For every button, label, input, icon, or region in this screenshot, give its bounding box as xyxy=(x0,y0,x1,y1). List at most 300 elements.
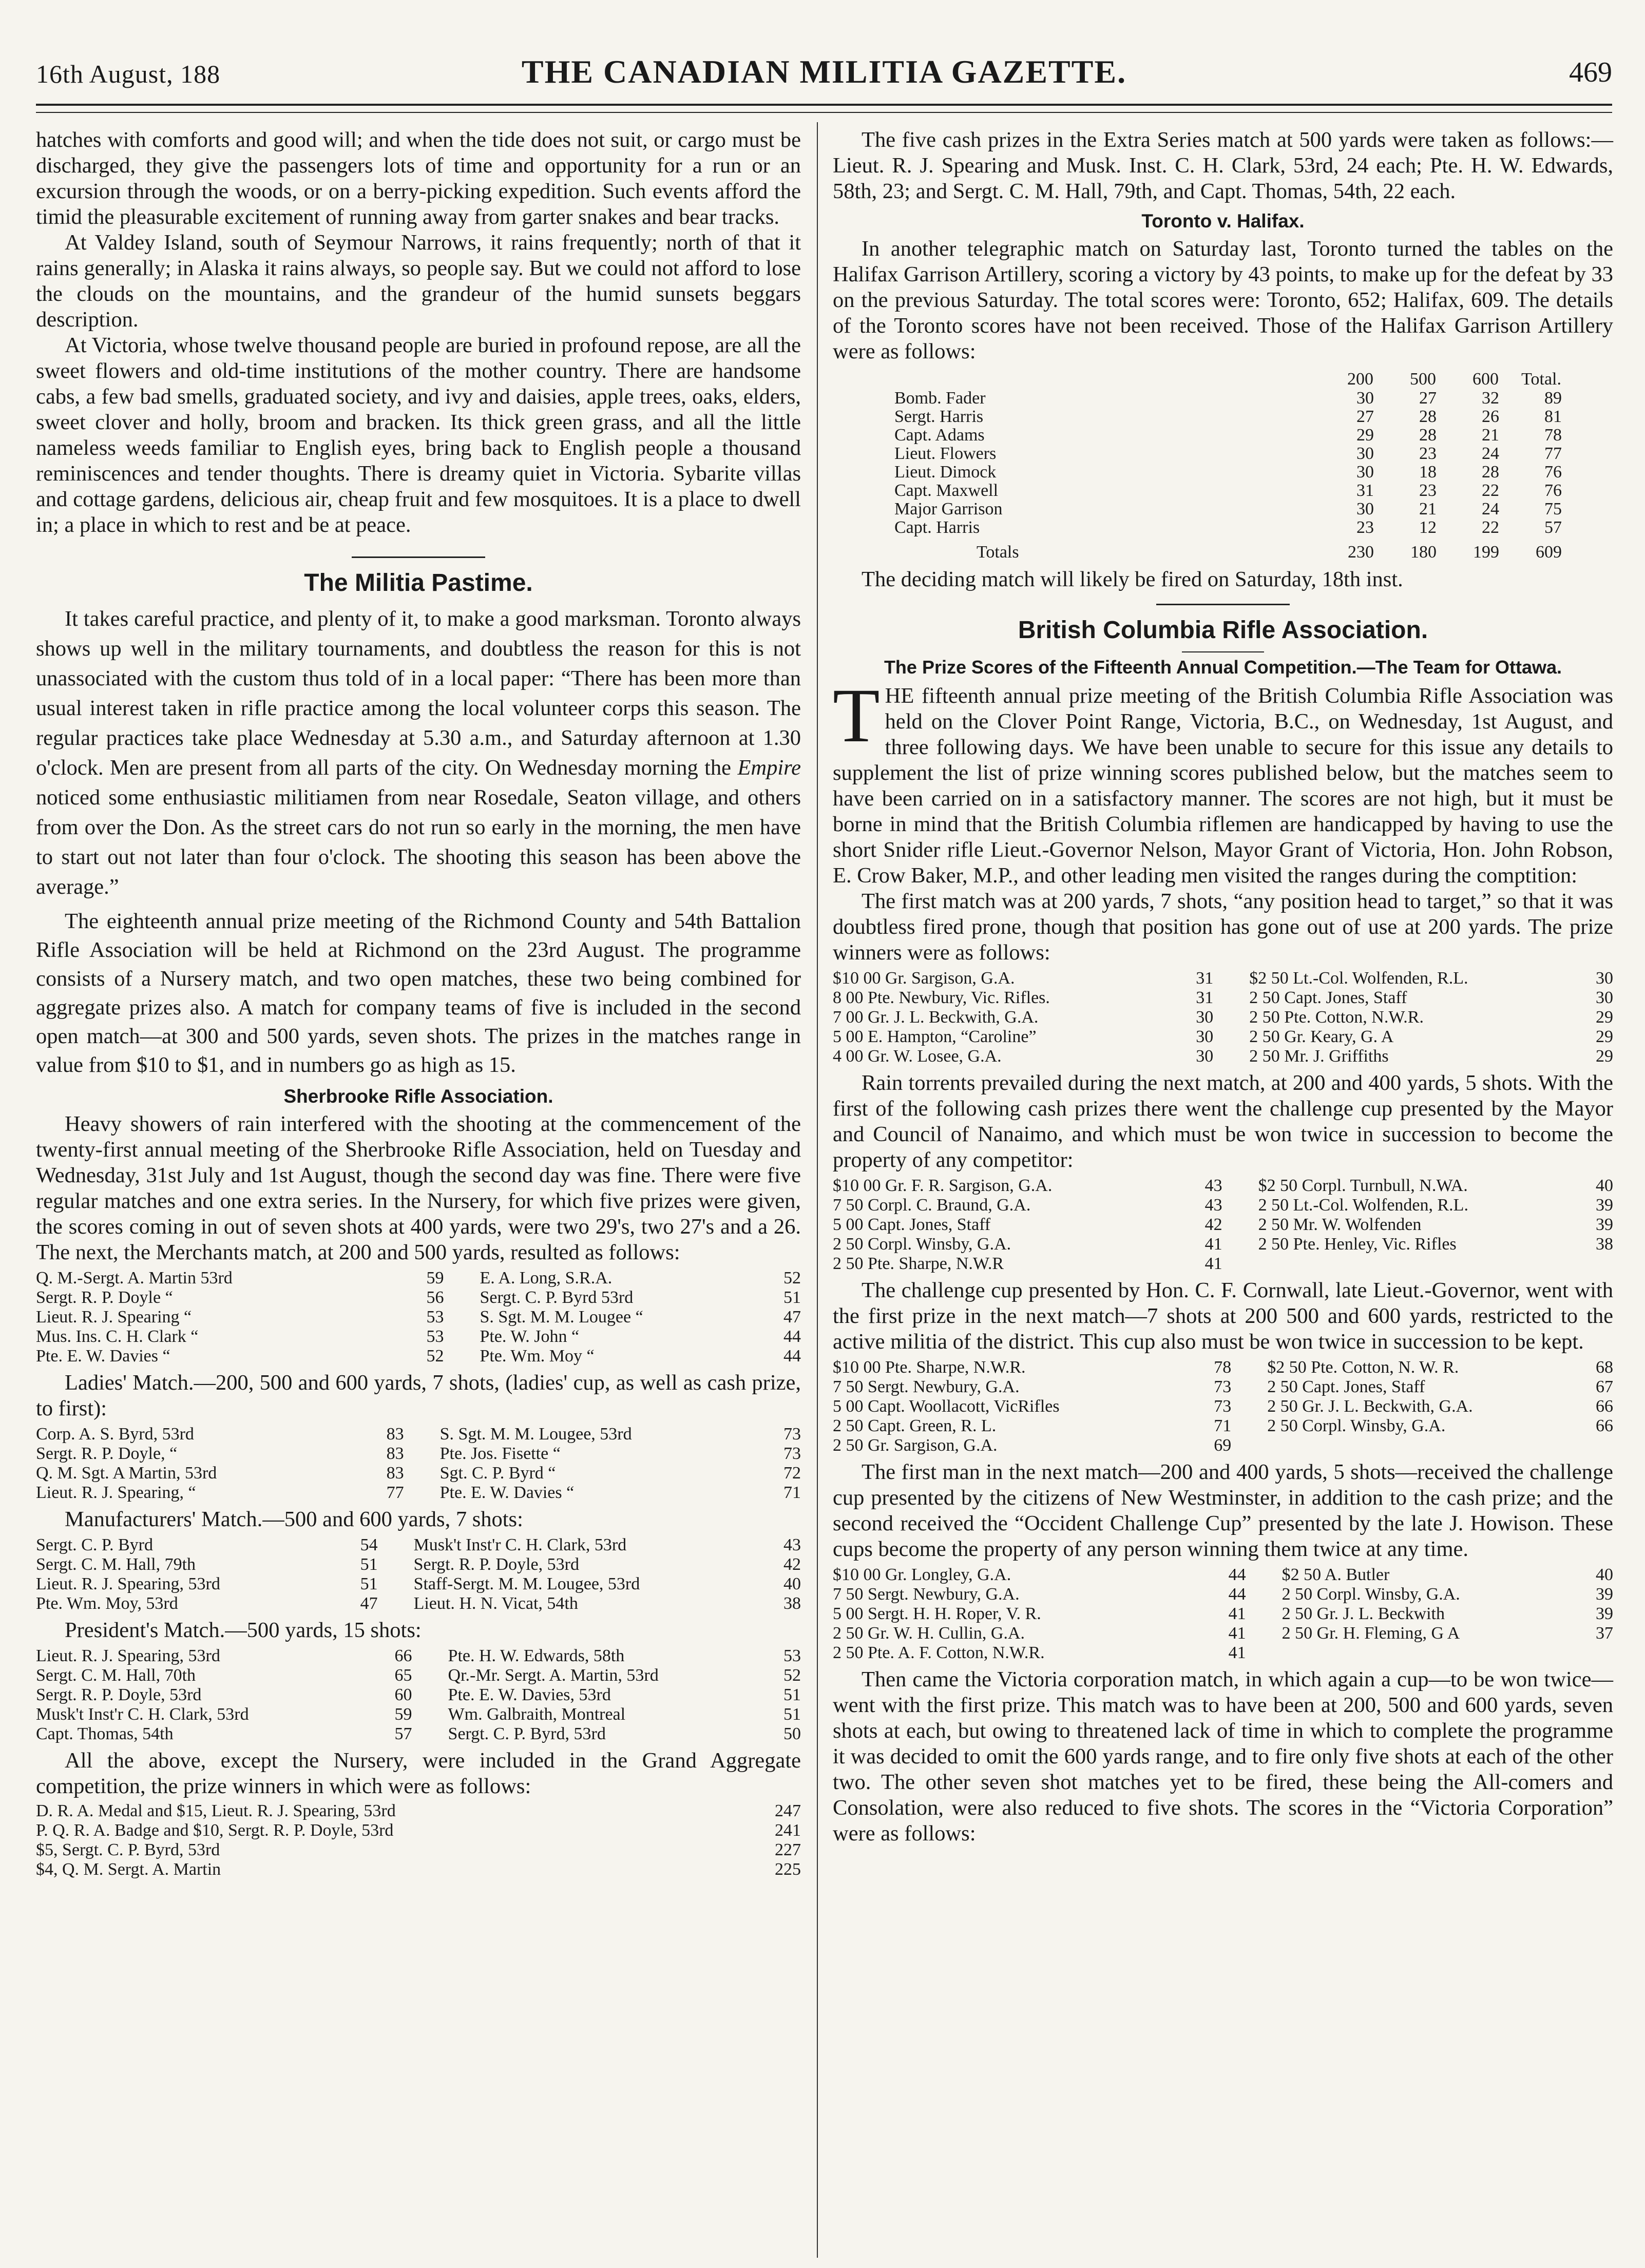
score: 52 xyxy=(783,1268,801,1287)
text-run: noticed some enthusiastic militiamen from near Rosedale, Seaton village, and others from over the Don. As the street cars do not run so early in the morning, the men have to start out not later than four o'clock. The shooting this season has been above the average.” xyxy=(36,785,801,899)
prize-winner: 2 50 Pte. Sharpe, N.W.R xyxy=(833,1254,1004,1273)
presidents-match-table xyxy=(36,1646,801,1744)
first-match-table xyxy=(833,969,1613,1066)
score: 73 xyxy=(783,1425,801,1444)
toronto-halifax-heading: Toronto v. Halifax. xyxy=(1141,210,1305,232)
left-column xyxy=(36,127,801,1881)
score: 47 xyxy=(360,1594,378,1613)
table-row xyxy=(36,1555,801,1574)
running-header xyxy=(36,49,1612,95)
match-intro: All the above, except the Nursery, were included in the Grand Aggregate competition, the prize winners in which were as follows: xyxy=(36,1748,801,1798)
score: 23 xyxy=(1419,444,1437,463)
body-paragraph: The deciding match will likely be fired on Saturday, 18th inst. xyxy=(862,567,1403,591)
manufacturers-match-table xyxy=(36,1535,801,1613)
score: 57 xyxy=(394,1724,412,1743)
prize-winner: 2 50 Lt.-Col. Wolfenden, R.L. xyxy=(1258,1196,1468,1215)
score: 27 xyxy=(1356,407,1374,426)
table-row xyxy=(894,426,1562,445)
shooter-name: Q. M. Sgt. A Martin, 53rd xyxy=(36,1464,217,1483)
score: 72 xyxy=(783,1464,801,1483)
shooter-name: Sergt. C. P. Byrd xyxy=(36,1535,153,1554)
shooter-name: Sgt. C. P. Byrd “ xyxy=(439,1464,556,1483)
westminster-cup-table xyxy=(833,1565,1613,1663)
table-row xyxy=(833,1624,1613,1643)
table-row xyxy=(833,1416,1613,1436)
match-intro: Manufacturers' Match.—500 and 600 yards, 7 shots: xyxy=(65,1507,523,1531)
shooter-name: Musk't Inst'r C. H. Clark, 53rd xyxy=(36,1705,249,1724)
totals-label: Totals xyxy=(977,543,1019,562)
table-row xyxy=(833,1643,1613,1663)
table-row xyxy=(36,1444,801,1464)
prize-winner: 2 50 Capt. Jones, Staff xyxy=(1267,1377,1425,1396)
score: 21 xyxy=(1419,499,1437,518)
table-row xyxy=(36,1685,801,1705)
table-row xyxy=(894,518,1562,537)
table-row xyxy=(36,1574,801,1594)
score xyxy=(1583,1643,1613,1663)
match-intro: President's Match.—500 yards, 15 shots: xyxy=(65,1618,422,1642)
body-paragraph: Rain torrents prevailed during the next match, at 200 and 400 yards, 5 shots. With the first of the following cash prizes there went the challenge cup presented by the Mayor and Council of Nanaimo, and which must be won twice in succession to become the property of any competitor: xyxy=(833,1071,1613,1172)
score: 41 xyxy=(1228,1643,1246,1662)
table-row xyxy=(36,1483,801,1503)
prize-winner: 2 50 Pte. A. F. Cotton, N.W.R. xyxy=(833,1643,1045,1662)
score: 83 xyxy=(386,1425,404,1444)
shooter-name: Sergt. C. M. Hall, 70th xyxy=(36,1666,196,1685)
prize-winner: $2 50 Corpl. Turnbull, N.WA. xyxy=(1258,1176,1468,1195)
score: 53 xyxy=(783,1646,801,1665)
score: 30 xyxy=(1356,444,1374,463)
shooter-name: Qr.-Mr. Sergt. A. Martin, 53rd xyxy=(448,1666,659,1685)
score: 78 xyxy=(1544,426,1562,445)
ladies-match-table xyxy=(36,1425,801,1503)
table-row xyxy=(894,482,1562,500)
score: 73 xyxy=(1214,1377,1232,1396)
score: 30 xyxy=(1356,389,1374,408)
score: 44 xyxy=(1228,1585,1246,1604)
shooter-name: Musk't Inst'r C. H. Clark, 53rd xyxy=(413,1535,627,1554)
publication-title: THE CANADIAN MILITIA GAZETTE. xyxy=(521,53,1127,90)
score: 43 xyxy=(1204,1196,1222,1215)
score: 77 xyxy=(386,1483,404,1502)
score: 30 xyxy=(1596,969,1613,988)
prize-winner: 5 00 Capt. Jones, Staff xyxy=(833,1215,991,1234)
score: 53 xyxy=(426,1327,444,1346)
prize-winner: 2 50 Gr. J. L. Beckwith, G.A. xyxy=(1267,1397,1473,1416)
score: 42 xyxy=(1204,1215,1222,1234)
shooter-name: S. Sgt. M. M. Lougee “ xyxy=(480,1308,643,1327)
score: 30 xyxy=(1196,1027,1214,1046)
score: 27 xyxy=(1419,389,1437,408)
score: 71 xyxy=(783,1483,801,1502)
table-row xyxy=(833,1235,1613,1254)
table-row xyxy=(36,1646,801,1666)
shooter-name: Sergt. R. P. Doyle, 53rd xyxy=(36,1685,202,1704)
score: 59 xyxy=(426,1268,444,1287)
table-row xyxy=(36,1347,801,1366)
column-header: 200 xyxy=(1347,370,1373,389)
score: 89 xyxy=(1544,389,1562,408)
score: 22 xyxy=(1482,481,1499,500)
score: 69 xyxy=(1214,1436,1232,1455)
table-row xyxy=(36,1268,801,1288)
score: 39 xyxy=(1596,1585,1613,1604)
shooter-name: Capt. Thomas, 54th xyxy=(36,1724,174,1743)
prize-winner: 2 50 Corpl. Winsby, G.A. xyxy=(1267,1416,1446,1435)
shooter-name: Pte. W. John “ xyxy=(480,1327,580,1346)
prize-winner: 8 00 Pte. Newbury, Vic. Rifles. xyxy=(833,988,1050,1007)
shooter-name: Staff-Sergt. M. M. Lougee, 53rd xyxy=(413,1574,640,1593)
text-run: It takes careful practice, and plenty of it, to make a good marksman. Toronto always shows up well in the military tournaments, and doubtless the reason for this is not unassociated with the custom thus told of in a local paper: “There has been more than usual interest taken in rifle practice among the local volunteer corps this season. The regular practices take place Wednesday at 5.30 a.m., and Saturday afternoon at 1.30 o'clock. Men are present from all parts of the city. On Wednesday morning the xyxy=(36,607,801,780)
prize-winner: 5 00 Sergt. H. H. Roper, V. R. xyxy=(833,1604,1041,1623)
score: 29 xyxy=(1596,1027,1613,1046)
table-row xyxy=(833,1176,1613,1196)
score: 40 xyxy=(1596,1176,1613,1195)
score: 51 xyxy=(360,1555,378,1574)
score: 77 xyxy=(1544,444,1562,463)
shooter-name: Lieut. Dimock xyxy=(894,463,997,482)
prize-winner: 2 50 Pte. Henley, Vic. Rifles xyxy=(1258,1235,1457,1254)
table-row xyxy=(833,1254,1613,1274)
issue-date: 16th August, 188 xyxy=(36,60,221,88)
score: 31 xyxy=(1356,481,1374,500)
shooter-name: Sergt. C. P. Byrd 53rd xyxy=(480,1288,634,1307)
body-paragraph: In another telegraphic match on Saturday last, Toronto turned the tables on the Halifax Garrison Artillery, scoring a victory by 43 points, to make up for the defeat by 33 on the previous Saturday. The total scores were: Toronto, 652; Halifax, 609. The details of the Toronto scores have not been received. Those of the Halifax Garrison Artillery were as follows: xyxy=(833,237,1613,363)
prize-winner: 2 50 Mr. W. Wolfenden xyxy=(1258,1215,1422,1234)
score: 18 xyxy=(1419,463,1437,482)
column-header: 600 xyxy=(1472,370,1499,389)
table-row xyxy=(36,1724,801,1744)
prize-winner: $10 00 Pte. Sharpe, N.W.R. xyxy=(833,1358,1026,1377)
score: 180 xyxy=(1410,543,1437,562)
table-row xyxy=(36,1666,801,1685)
shooter-name: Pte. E. W. Davies “ xyxy=(439,1483,575,1502)
prize-winner: 5 00 Capt. Woollacott, VicRifles xyxy=(833,1397,1060,1416)
prize-winner: 2 50 Capt. Jones, Staff xyxy=(1249,988,1407,1007)
bc-rifle-heading: British Columbia Rifle Association. xyxy=(1018,617,1428,644)
table-row xyxy=(36,1594,801,1613)
prize-winner: $2 50 Pte. Cotton, N. W. R. xyxy=(1267,1358,1459,1377)
prize-winner: $4, Q. M. Sergt. A. Martin xyxy=(36,1860,221,1879)
right-column xyxy=(833,127,1613,1847)
prize-winner: $5, Sergt. C. P. Byrd, 53rd xyxy=(36,1840,220,1859)
score: 53 xyxy=(426,1308,444,1327)
score: 52 xyxy=(783,1666,801,1685)
score: 65 xyxy=(394,1666,412,1685)
section-rule-short xyxy=(1182,651,1264,652)
prize-winner: 7 50 Sergt. Newbury, G.A. xyxy=(833,1377,1020,1396)
table-row xyxy=(833,1047,1613,1066)
score: 54 xyxy=(360,1535,378,1554)
prize-winner xyxy=(1258,1254,1586,1274)
militia-pastime-heading: The Militia Pastime. xyxy=(304,569,533,597)
prize-winner: 4 00 Gr. W. Losee, G.A. xyxy=(833,1047,1002,1066)
score: 76 xyxy=(1544,463,1562,482)
prize-winner xyxy=(1267,1436,1586,1455)
grand-aggregate-table xyxy=(36,1801,801,1879)
shooter-name: Capt. Harris xyxy=(894,518,980,537)
table-row xyxy=(833,1196,1613,1215)
merchants-match-table xyxy=(36,1268,801,1366)
score: 43 xyxy=(1204,1176,1222,1195)
shooter-name: Q. M.-Sergt. A. Martin 53rd xyxy=(36,1268,233,1287)
score: 41 xyxy=(1204,1235,1222,1254)
score: 227 xyxy=(775,1840,801,1859)
prize-winner: 2 50 Corpl. Winsby, G.A. xyxy=(1281,1585,1460,1604)
prize-winner: 7 00 Gr. J. L. Beckwith, G.A. xyxy=(833,1008,1039,1027)
shooter-name: Major Garrison xyxy=(894,499,1003,518)
score: 30 xyxy=(1356,499,1374,518)
score: 51 xyxy=(360,1574,378,1593)
score: 67 xyxy=(1596,1377,1613,1396)
shooter-name: Lieut. R. J. Spearing “ xyxy=(36,1308,192,1327)
prize-winner: $10 00 Gr. Longley, G.A. xyxy=(833,1565,1011,1584)
prize-winner: D. R. A. Medal and $15, Lieut. R. J. Spearing, 53rd xyxy=(36,1801,396,1820)
score: 40 xyxy=(783,1574,801,1593)
body-paragraph xyxy=(833,673,1613,889)
score: 75 xyxy=(1544,499,1562,518)
table-row xyxy=(894,500,1562,518)
score: 30 xyxy=(1596,988,1613,1007)
score: 26 xyxy=(1482,407,1499,426)
body-paragraph xyxy=(36,604,801,902)
table-row xyxy=(894,463,1562,482)
body-paragraph: At Valdey Island, south of Seymour Narrows, it rains frequently; north of that it rains generally; in Alaska it rains always, so people say. But we could not afford to lose the clouds on the mountains, and the grandeur of the humid sunsets beggars description. xyxy=(36,230,801,332)
score: 28 xyxy=(1482,463,1499,482)
score: 241 xyxy=(775,1821,801,1840)
table-row xyxy=(36,1464,801,1483)
score: 225 xyxy=(775,1860,801,1879)
prize-winner: 5 00 E. Hampton, “Caroline” xyxy=(833,1027,1037,1046)
score: 41 xyxy=(1204,1254,1222,1273)
table-row xyxy=(36,1821,801,1840)
body-paragraph: The first man in the next match—200 and 400 yards, 5 shots—received the challenge cup presented by the citizens of New Westminster, in addition to the cash prize; and the second received the “Occident Challenge Cup” presented by the late J. Howison. These cups become the property of any person winning them twice at any time. xyxy=(833,1460,1613,1561)
table-row xyxy=(36,1840,801,1860)
column-header: Total. xyxy=(1521,370,1561,389)
score: 23 xyxy=(1419,481,1437,500)
score: 56 xyxy=(426,1288,444,1307)
score: 32 xyxy=(1482,389,1499,408)
prize-winner xyxy=(1282,1643,1584,1663)
score: 41 xyxy=(1228,1604,1246,1623)
prize-winner: 2 50 Gr. W. H. Cullin, G.A. xyxy=(833,1624,1025,1643)
table-row xyxy=(833,1397,1613,1416)
score: 51 xyxy=(783,1685,801,1704)
section-rule xyxy=(352,556,485,558)
prize-winner: 2 50 Mr. J. Griffiths xyxy=(1249,1047,1389,1066)
table-row xyxy=(833,1027,1613,1047)
text-run: HE fifteenth annual prize meeting of the British Columbia Rifle Association was held on the Clover Point Range, Victoria, B.C., on Wednesday, 1st August, and three following days. We have been unable to secure for this issue any details to supplement the list of prize winning scores published below, but the matches seem to have been carried on in a satisfactory manner. The scores are not high, but it must be borne in mind that the British Columbia riflemen are handicapped by having to use the short Snider rifle Lieut.-Governor Nelson, Mayor Grant of Victoria, Hon. John Robson, E. Crow Baker, M.P., and other leading men visited the ranges during the comptition: xyxy=(833,684,1613,888)
bc-subheading: The Prize Scores of the Fifteenth Annual Competition.—The Team for Ottawa. xyxy=(884,657,1562,678)
header-rule xyxy=(36,104,1612,106)
score: 44 xyxy=(1228,1565,1246,1584)
prize-winner: $10 00 Gr. Sargison, G.A. xyxy=(833,969,1015,988)
score: 28 xyxy=(1419,407,1437,426)
score: 40 xyxy=(1596,1565,1613,1584)
score: 29 xyxy=(1596,1047,1613,1066)
prize-winner: 2 50 Corpl. Winsby, G.A. xyxy=(833,1235,1011,1254)
score: 83 xyxy=(386,1464,404,1483)
table-row xyxy=(833,988,1613,1008)
sherbrooke-heading: Sherbrooke Rifle Association. xyxy=(283,1086,553,1107)
shooter-name: Lieut. R. J. Spearing, 53rd xyxy=(36,1646,220,1665)
table-row xyxy=(36,1860,801,1879)
score: 73 xyxy=(1214,1397,1232,1416)
score: 23 xyxy=(1356,518,1374,537)
page-number: 469 xyxy=(1569,56,1612,88)
score: 31 xyxy=(1196,969,1214,988)
score: 83 xyxy=(386,1444,404,1463)
score: 30 xyxy=(1196,1047,1214,1066)
prize-winner: $10 00 Gr. F. R. Sargison, G.A. xyxy=(833,1176,1053,1195)
score: 30 xyxy=(1356,463,1374,482)
shooter-name: Sergt. R. P. Doyle, “ xyxy=(36,1444,178,1463)
table-row xyxy=(894,408,1562,426)
prize-winner: 7 50 Corpl. C. Braund, G.A. xyxy=(833,1196,1031,1215)
score: 81 xyxy=(1544,407,1562,426)
shooter-name: Bomb. Fader xyxy=(894,389,986,408)
score: 66 xyxy=(1596,1416,1613,1435)
table-row xyxy=(36,1425,801,1444)
table-row xyxy=(833,1436,1613,1455)
score: 44 xyxy=(783,1347,801,1366)
shooter-name: Lieut. H. N. Vicat, 54th xyxy=(413,1594,578,1613)
shooter-name: Lieut. Flowers xyxy=(894,444,997,463)
shooter-name: Capt. Maxwell xyxy=(894,481,999,500)
prize-winner: $2 50 Lt.-Col. Wolfenden, R.L. xyxy=(1249,969,1468,988)
prize-winner: 2 50 Pte. Cotton, N.W.R. xyxy=(1249,1008,1424,1027)
body-paragraph: The five cash prizes in the Extra Series match at 500 yards were taken as follows:—Lieut. R. J. Spearing and Musk. Inst. C. H. Clark, 53rd, 24 each; Pte. H. W. Edwards, 58th, 23; and Sergt. C. M. Hall, 79th, and Capt. Thomas, 54th, 22 each. xyxy=(833,128,1613,203)
prize-winner: 2 50 Gr. H. Fleming, G A xyxy=(1281,1624,1460,1643)
shooter-name: Pte. E. W. Davies, 53rd xyxy=(448,1685,611,1704)
body-paragraph: Then came the Victoria corporation match, in which again a cup—to be won twice—went with the first prize. This match was to have been at 200, 500 and 600 yards, seven shots at each, but owing to threatened lack of time in which to complete the programme it was decided to omit the 600 yards range, and to fire only five shots at each of the other two. The other seven shot matches yet to be fired, these being the All-comers and Consolation, were also reduced to five shots. The scores in the “Victoria Corporation” were as follows: xyxy=(833,1667,1613,1846)
score: 39 xyxy=(1596,1196,1613,1215)
score: 39 xyxy=(1596,1215,1613,1234)
shooter-name: Sergt. R. P. Doyle “ xyxy=(36,1288,173,1307)
prize-winner: 7 50 Sergt. Newbury, G.A. xyxy=(833,1585,1020,1604)
shooter-name: Sergt. Harris xyxy=(894,407,984,426)
body-paragraph: At Victoria, whose twelve thousand people are buried in profound repose, are all the sweet flowers and old-time institutions of the mother country. There are handsome cabs, a few bad smells, graduated society, and ivy and daisies, apple trees, oaks, elders, sweet clover and holly, broom and bracken. Its thick green grass, and all the little nameless weeds familiar to English eyes, bring back to English people a thousand reminiscences and tender thoughts. There is dreamy quiet in Victoria. Sybarite villas and cottage gardens, delicious air, cheap fruit and few mosquitoes. It is a place to dwell in; a place in which to rest and be at peace. xyxy=(36,333,801,537)
score: 38 xyxy=(1596,1235,1613,1254)
prize-winner: 2 50 Capt. Green, R. L. xyxy=(833,1416,997,1435)
table-row xyxy=(833,1565,1613,1585)
table-row xyxy=(36,1535,801,1555)
score: 73 xyxy=(783,1444,801,1463)
score: 230 xyxy=(1348,543,1374,562)
table-row xyxy=(36,1705,801,1724)
shooter-name: Lieut. R. J. Spearing, 53rd xyxy=(36,1574,220,1593)
shooter-name: Sergt. C. M. Hall, 79th xyxy=(36,1555,196,1574)
score: 42 xyxy=(783,1555,801,1574)
score: 22 xyxy=(1482,518,1499,537)
table-row xyxy=(833,1215,1613,1235)
match-intro: Ladies' Match.—200, 500 and 600 yards, 7 shots, (ladies' cup, as well as cash prize, to first): xyxy=(36,1371,801,1420)
score: 39 xyxy=(1596,1604,1613,1623)
table-row xyxy=(36,1801,801,1821)
score: 60 xyxy=(394,1685,412,1704)
score: 31 xyxy=(1196,988,1214,1007)
score: 24 xyxy=(1482,499,1499,518)
score: 51 xyxy=(783,1288,801,1307)
shooter-name: Mus. Ins. C. H. Clark “ xyxy=(36,1327,199,1346)
score: 12 xyxy=(1419,518,1437,537)
table-row xyxy=(894,445,1562,463)
newspaper-name: Empire xyxy=(737,756,801,780)
score: 66 xyxy=(394,1646,412,1665)
table-row xyxy=(833,1585,1613,1604)
score: 47 xyxy=(783,1308,801,1327)
score: 51 xyxy=(783,1705,801,1724)
shooter-name: Capt. Adams xyxy=(894,426,985,445)
score: 78 xyxy=(1214,1358,1232,1377)
drop-cap: T xyxy=(833,673,880,758)
shooter-name: Lieut. R. J. Spearing, “ xyxy=(36,1483,196,1502)
score: 59 xyxy=(394,1705,412,1724)
score: 44 xyxy=(783,1327,801,1346)
score: 66 xyxy=(1596,1397,1613,1416)
score: 609 xyxy=(1536,543,1562,562)
table-row xyxy=(833,1377,1613,1397)
score: 24 xyxy=(1482,444,1499,463)
halifax-scores-table xyxy=(894,370,1562,562)
table-row xyxy=(894,389,1562,408)
shooter-name: S. Sgt. M. M. Lougee, 53rd xyxy=(439,1425,632,1444)
score: 21 xyxy=(1482,426,1499,445)
totals-row xyxy=(894,537,1562,562)
section-rule xyxy=(1156,604,1290,605)
column-header xyxy=(894,370,1311,389)
prize-winner: 2 50 Gr. J. L. Beckwith xyxy=(1281,1604,1445,1623)
prize-winner: P. Q. R. A. Badge and $10, Sergt. R. P. Doyle, 53rd xyxy=(36,1821,394,1840)
nanaimo-cup-table xyxy=(833,1176,1613,1274)
score: 76 xyxy=(1544,481,1562,500)
score: 30 xyxy=(1196,1008,1214,1027)
body-paragraph: The first match was at 200 yards, 7 shots, “any position head to target,” so that it was doubtless fired prone, though that position has gone out of use at 200 yards. The prize winners were as follows: xyxy=(833,889,1613,965)
shooter-name: Pte. Wm. Moy “ xyxy=(480,1347,595,1366)
score: 41 xyxy=(1228,1624,1246,1643)
score xyxy=(1586,1436,1613,1455)
score: 50 xyxy=(783,1724,801,1743)
shooter-name: Sergt. C. P. Byrd, 53rd xyxy=(448,1724,606,1743)
score: 199 xyxy=(1473,543,1499,562)
prize-winner: 2 50 Gr. Sargison, G.A. xyxy=(833,1436,998,1455)
body-paragraph: The challenge cup presented by Hon. C. F. Cornwall, late Lieut.-Governor, went with the first prize in the next match—7 shots at 200 500 and 600 yards, restricted to the active militia of the district. This cup also must be won twice in succession to be kept. xyxy=(833,1278,1613,1354)
shooter-name: Pte. H. W. Edwards, 58th xyxy=(448,1646,625,1665)
score: 247 xyxy=(775,1801,801,1820)
score: 38 xyxy=(783,1594,801,1613)
shooter-name: E. A. Long, S.R.A. xyxy=(480,1268,613,1287)
shooter-name: Wm. Galbraith, Montreal xyxy=(448,1705,626,1724)
column-divider xyxy=(817,122,818,2258)
table-header-row xyxy=(894,370,1562,389)
table-row xyxy=(833,969,1613,988)
table-row xyxy=(833,1604,1613,1624)
table-row xyxy=(36,1327,801,1347)
shooter-name: Sergt. R. P. Doyle, 53rd xyxy=(413,1555,579,1574)
table-row xyxy=(833,1358,1613,1377)
score: 57 xyxy=(1544,518,1562,537)
column-header: 500 xyxy=(1410,370,1436,389)
score xyxy=(1586,1254,1613,1274)
score: 29 xyxy=(1596,1008,1613,1027)
shooter-name: Pte. E. W. Davies “ xyxy=(36,1347,170,1366)
score: 43 xyxy=(783,1535,801,1554)
table-row xyxy=(833,1008,1613,1027)
score: 28 xyxy=(1419,426,1437,445)
prize-winner: $2 50 A. Butler xyxy=(1281,1565,1390,1584)
shooter-name: Corp. A. S. Byrd, 53rd xyxy=(36,1425,194,1444)
score: 71 xyxy=(1214,1416,1232,1435)
prize-winner: 2 50 Gr. Keary, G. A xyxy=(1249,1027,1394,1046)
